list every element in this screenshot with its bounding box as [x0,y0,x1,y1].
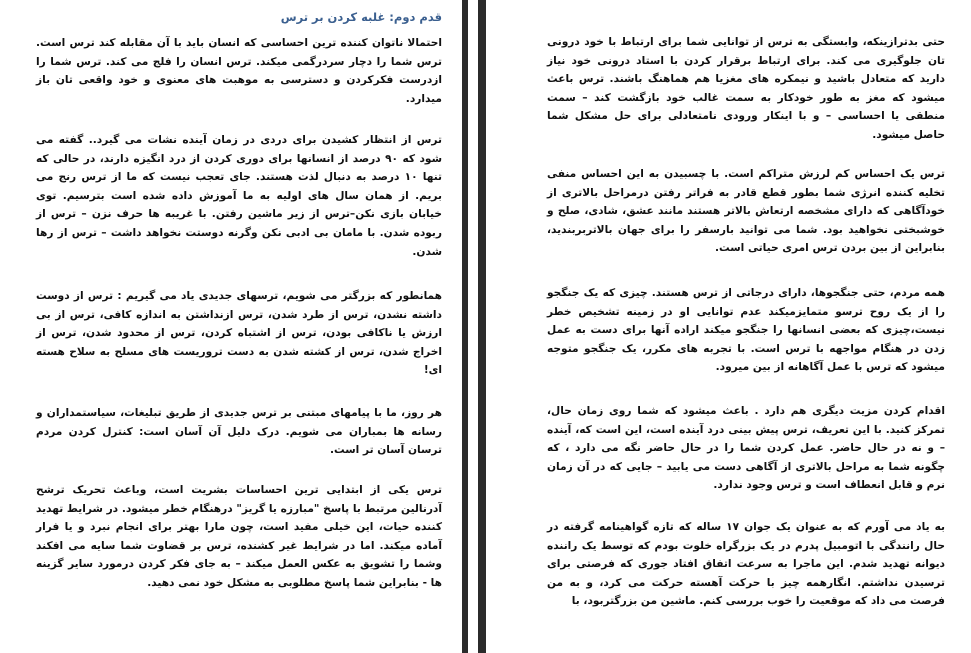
left-page-edge [462,0,468,653]
left-paragraph-4: هر روز، ما با پیامهای مبتنی بر ترس جدیدی از طریق تبلیغات، سیاستمداران و رسانه ها بمباران می شویم. درک دلیل آن آسان است: کنترل کردن مردم ترسان آسان تر است. [36,407,442,457]
right-paragraph-1: حتی بدترازینکه، وابستگی به ترس از توانایی شما برای ارتباط با خود درونی تان جلوگیری می کند. برای ارتباط برقرار کردن با استاد درونی خود نیاز دارید که متعادل باشید و نیمکره های مغزیا هم هماهنگ باشند. ترس باعث میشود که مغز به طور خودکار به سمت غالب خود بازگشت کند – سمت منطقی یا احساسی – و با اینکار ورودی نامتعادلی برای حل مشکل شما حاصل میشود. [547,36,945,141]
right-paragraph-4: اقدام کردن مزیت دیگری هم دارد . باعث میشود که شما روی زمان حال، تمرکز کنید. با این تعریف، ترس پیش بینی درد آینده است، این است که، آینده – و نه در حال حاضر. عمل کردن شما را در حال حاضر نگه می دارد ، که چگونه شما به مراحل بالاتری از آگاهی دست می یابید – جایی که در آن زمان نرم و قابل انعطاف است و ترس وجود ندارد. [547,405,945,492]
left-page [0,0,462,653]
section-heading: قدم دوم: غلبه کردن بر ترس [280,10,442,24]
left-paragraph-3: همانطور که بزرگتر می شویم، ترسهای جدیدی یاد می گیریم : ترس از دوست داشته نشدن، ترس از طرد شدن، ترس ازنداشتن به اندازه کافی، ترس از بی ارزش یا ناکافی بودن، ترس از اشتباه کردن، ترس از محدود شدن، ترس از اخراج شدن، ترس از کشته شدن به دست تروریست های مسلح به سلاح هسته ای! [36,290,442,377]
left-paragraph-5: ترس یکی از ابتدایی ترین احساسات بشریت است، وباعث تحریک ترشح آدرنالین مرتبط با پاسخ "مبارزه یا گریز" درهنگام خطر میشود. در شرایط تهدید کننده حیات، این خیلی مفید است، چون مارا بهتر برای انجام نبرد و یا فرار آماده میکند. اما در شرایط غیر کشنده، ترس بر قضاوت شما سایه می افکند وشما را تشویق به عکس العمل میکند – به جای فکر کردن درمورد سایر گزینه ها - بنابراین شما پاسخ مطلوبی به مشکل خود نمی دهید. [36,484,442,589]
left-paragraph-1: احتمالا ناتوان کننده ترین احساسی که انسان باید با آن مقابله کند ترس است. ترس شما را دچار سردرگمی میکند. ترس انسان را فلج می کند. ترس شما را ازدرست فکرکردن و دسترسی به موهبت های معنوی و خود واقعی تان باز میدارد. [36,37,442,105]
left-paragraph-2: ترس از انتظار کشیدن برای دردی در زمان آینده نشات می گیرد.. گفته می شود که ۹۰ درصد از انسانها برای دوری کردن از درد انگیزه دارند، در حالی که تنها ۱۰ درصد به دنبال لذت هستند. جای تعجب نیست که ما از ترس رنج می بریم. از همان سال های اولیه به ما آموزش داده شده است بترسیم. توی خیابان بازی نکن–ترس از زیر ماشین رفتن. با غریبه ها حرف نزن – ترس از ربوده شدن. با مامان بی ادبی نکن وگرنه دوستت نخواهد داشت – ترس از رها شدن. [36,134,443,258]
right-page-edge [478,0,486,653]
right-paragraph-3: همه مردم، حتی جنگجوها، دارای درجاتی از ترس هستند. چیزی که یک جنگجو را از یک روح ترسو متمایزمیکند عدم توانایی او در زمینه تشخیص خطر نیست،چیزی که بعضی انسانها را جنگجو میکند اراده آنها برای دست به عمل زدن در هنگام مواجهه با ترس است. با تجربه های مکرر، یک جنگجو متوجه میشود که ترس با عمل آگاهانه از بین میرود. [547,287,945,374]
right-paragraph-5: به یاد می آورم که به عنوان یک جوان ۱۷ ساله که تازه گواهینامه گرفته در حال رانندگی با اتومبیل پدرم در یک بزرگراه خلوت بودم که توسط یک راننده دیوانه تهدید شدم. این ماجرا به سرعت اتفاق افتاد جوری که فرصتی برای ترسیدن نداشتم. انگارهمه چیز با حرکت آهسته حرکت می کرد، و به من فرصت می داد که موقعیت را خوب بررسی کنم. ماشین من بزرگتربود، با [547,521,945,608]
right-paragraph-2: ترس یک احساس کم لرزش متراکم است. با چسبیدن به این احساس منفی تخلیه کننده انرژی شما بطور قطع قادر به فراتر رفتن درمراحل بالاتری از خودآگاهی که دارای مشخصه ارتعاش بالاتر هستند مانند عشق، شادی، صلح و خوشبختی نخواهید بود. شما می توانید بارسفر را برای جهان بالاتربربندید، بنابراین از بین بردن ترس امری حیاتی است. [547,168,945,255]
right-page [490,0,971,653]
